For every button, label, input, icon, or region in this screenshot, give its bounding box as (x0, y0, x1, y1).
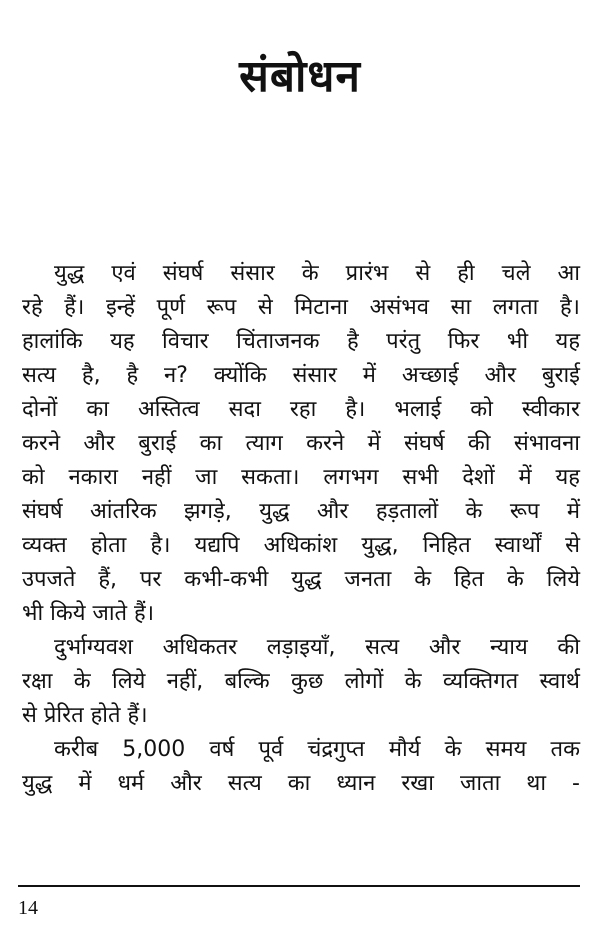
text-line: दोनों का अस्तित्व सदा रहा है। भलाई को स्वीकार (22, 397, 580, 422)
text-line: रक्षा के लिये नहीं, बल्कि कुछ लोगों के व्यक्तिगत स्वार्थ (22, 669, 580, 694)
text-line: को नकारा नहीं जा सकता। लगभग सभी देशों में यह (22, 465, 580, 490)
text-line: हालांकि यह विचार चिंताजनक है परंतु फिर भी यह (22, 329, 580, 354)
text-line: करीब 5,000 वर्ष पूर्व चंद्रगुप्त मौर्य के समय तक (54, 737, 580, 762)
text-line: रहे हैं। इन्हें पूर्ण रूप से मिटाना असंभव सा लगता है। (22, 295, 580, 320)
text-line: युद्ध में धर्म और सत्य का ध्यान रखा जाता था - (22, 771, 580, 796)
text-line: व्यक्त होता है। यद्यपि अधिकांश युद्ध, निहित स्वार्थों से (22, 533, 580, 558)
text-line: उपजते हैं, पर कभी-कभी युद्ध जनता के हित के लिये (22, 567, 580, 592)
footer-rule (18, 885, 580, 887)
text-line: से प्रेरित होते हैं। (22, 703, 148, 728)
text-line: करने और बुराई का त्याग करने में संघर्ष की संभावना (22, 431, 580, 456)
body-text (22, 257, 580, 801)
text-line: सत्य है, है न? क्योंकि संसार में अच्छाई और बुराई (22, 363, 580, 388)
text-line: दुर्भाग्यवश अधिकतर लड़ाइयाँ, सत्य और न्याय की (54, 635, 580, 660)
text-line: संघर्ष आंतरिक झगड़े, युद्ध और हड़तालों के रूप में (22, 499, 580, 524)
text-line: युद्ध एवं संघर्ष संसार के प्रारंभ से ही चले आ (54, 261, 580, 286)
page-number: 14 (18, 897, 38, 919)
text-line: भी किये जाते हैं। (22, 601, 155, 626)
page-title: संबोधन (239, 51, 361, 103)
